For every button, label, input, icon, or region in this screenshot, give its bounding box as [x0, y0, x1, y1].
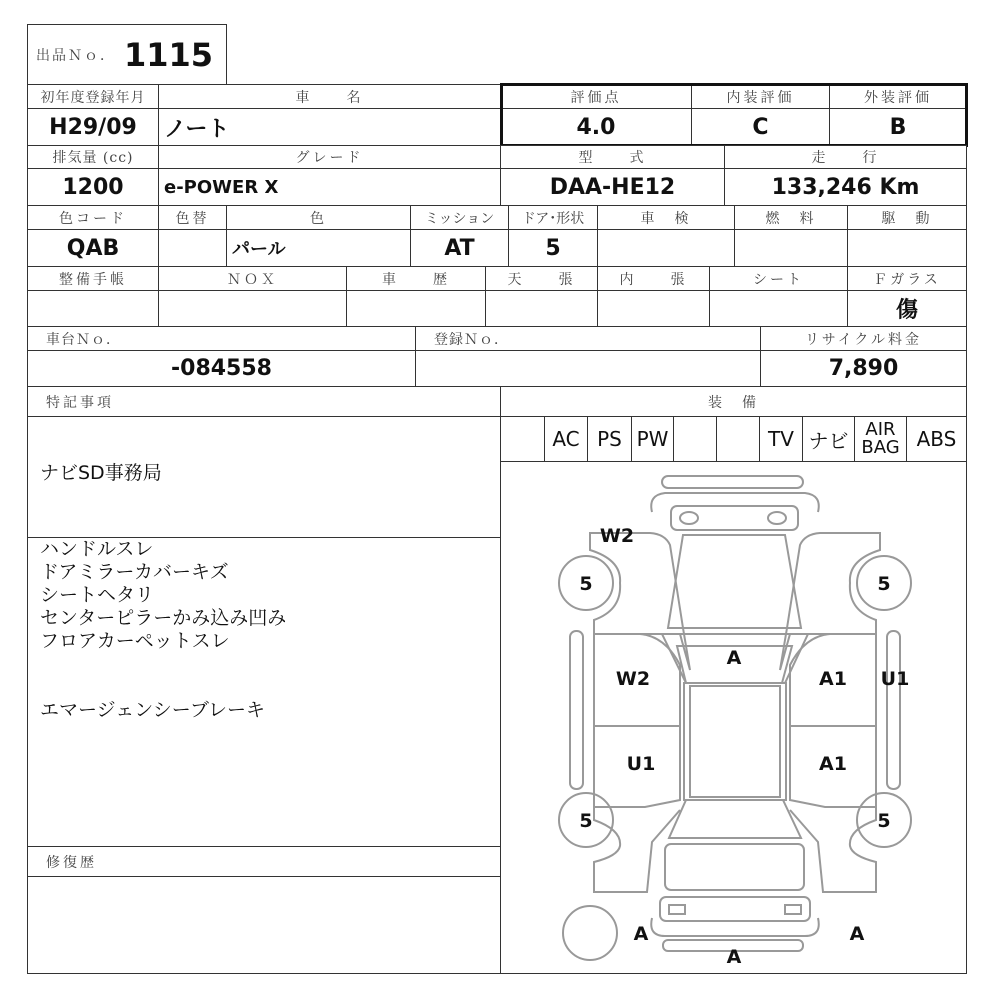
car-name-value: ノート [158, 108, 501, 146]
mark-front-right-door: A1 [819, 668, 847, 690]
roof-outer [684, 683, 786, 800]
mark-rear-bumper: A [726, 946, 742, 968]
mark-front-right-tire: 5 [877, 573, 891, 595]
rear-right-quarter [790, 807, 876, 892]
rear-left-quarter [594, 807, 680, 892]
displacement-value: 1200 [27, 168, 159, 206]
ceiling-label: 天 張 [485, 266, 598, 291]
note-line: センターピラーかみ込み凹み [40, 607, 287, 629]
chassis-label: 車台Ｎｏ． [27, 326, 416, 351]
grade-label: グレード [158, 145, 501, 169]
interior-trim-label: 内 張 [597, 266, 710, 291]
lot-label: 出品Ｎｏ． [36, 47, 116, 64]
color-code-value: QAB [27, 229, 159, 267]
mark-right-sill: U1 [880, 668, 910, 690]
lot-number: 1115 [124, 35, 214, 74]
drive-label: 駆 動 [847, 205, 967, 230]
recycle-value: 7,890 [760, 350, 967, 387]
model-value: DAA-HE12 [500, 168, 725, 206]
trunk [665, 844, 804, 890]
grade-value: e-POWER X [158, 168, 501, 206]
interior-value: C [691, 108, 830, 146]
taillight-left [669, 905, 685, 914]
mileage-value: 133,246 Km [724, 168, 967, 206]
exterior-value: B [829, 108, 967, 146]
mark-windshield: A [726, 647, 742, 669]
left-sill [570, 631, 583, 789]
notes-label: 特記事項 [27, 386, 501, 417]
equipment-item-abs: ABS [906, 416, 967, 462]
score-label: 評価点 [500, 84, 692, 109]
mark-rear-left-corner: A [633, 923, 649, 945]
mark-rear-left-door: U1 [626, 753, 656, 775]
taillight-right [785, 905, 801, 914]
note-line: エマージェンシーブレーキ [40, 699, 266, 721]
score-value: 4.0 [500, 108, 692, 146]
mission-value: AT [410, 229, 509, 267]
spare-tire [563, 906, 617, 960]
exterior-label: 外装評価 [829, 84, 967, 109]
color-code-label: 色コード [27, 205, 159, 230]
car-name-label: 車 名 [158, 84, 501, 109]
mark-rear-right-tire: 5 [877, 810, 891, 832]
equipment-item-airbag: AIR BAG [854, 416, 907, 462]
history-label: 車 歴 [346, 266, 486, 291]
hood [668, 535, 801, 628]
mark-front-left-fender: W2 [599, 525, 635, 547]
note-line: ナビSD事務局 [40, 462, 162, 484]
mission-label: ミッション [410, 205, 509, 230]
front-bumper-strip [662, 476, 803, 488]
note-line: ドアミラーカバーキズ [40, 561, 229, 583]
equipment-label: 装 備 [500, 386, 967, 417]
mark-rear-right-corner: A [849, 923, 865, 945]
headlight-right [768, 512, 786, 524]
inspection-label: 車 検 [597, 205, 735, 230]
equipment-item-ac: AC [544, 416, 588, 462]
maintenance-label: 整備手帳 [27, 266, 159, 291]
recycle-label: リサイクル料金 [760, 326, 967, 351]
roof-inner [690, 686, 780, 797]
mark-rear-left-tire: 5 [579, 810, 593, 832]
first-reg-label: 初年度登録年月 [27, 84, 159, 109]
first-reg-value: H29/09 [27, 108, 159, 146]
chassis-value: -084558 [27, 350, 416, 387]
mark-front-left-door: W2 [615, 668, 651, 690]
displacement-label: 排気量 (cc) [27, 145, 159, 169]
equipment-item-ps: PS [587, 416, 632, 462]
fuel-label: 燃 料 [734, 205, 848, 230]
color-change-label: 色替 [158, 205, 227, 230]
headlight-left [680, 512, 698, 524]
interior-label: 内装評価 [691, 84, 830, 109]
equipment-item-tv: TV [759, 416, 803, 462]
rear-panel [660, 897, 810, 921]
nox-label: ＮＯＸ [158, 266, 347, 291]
equipment-item-pw: PW [631, 416, 674, 462]
mark-rear-right-door: A1 [819, 753, 847, 775]
front-grille [671, 506, 798, 530]
mark-front-left-tire: 5 [579, 573, 593, 595]
color-value: パール [226, 229, 411, 267]
fglass-label: Ｆガラス [847, 266, 967, 291]
mileage-label: 走 行 [724, 145, 967, 169]
note-line: ハンドルスレ [40, 538, 154, 560]
front-bumper [651, 493, 819, 512]
equipment-item-navi: ナビ [802, 416, 855, 462]
door-value: 5 [508, 229, 598, 267]
registration-label: 登録Ｎｏ． [415, 326, 761, 351]
repair-history-label: 修復歴 [27, 846, 501, 877]
door-label: ドア･形状 [508, 205, 598, 230]
rear-window [669, 800, 801, 838]
model-label: 型 式 [500, 145, 725, 169]
right-sill [887, 631, 900, 789]
note-line: フロアカーペットスレ [40, 630, 230, 652]
seat-label: シート [709, 266, 848, 291]
color-label: 色 [226, 205, 411, 230]
note-line: シートヘタリ [40, 584, 155, 606]
fglass-value: 傷 [847, 290, 967, 327]
